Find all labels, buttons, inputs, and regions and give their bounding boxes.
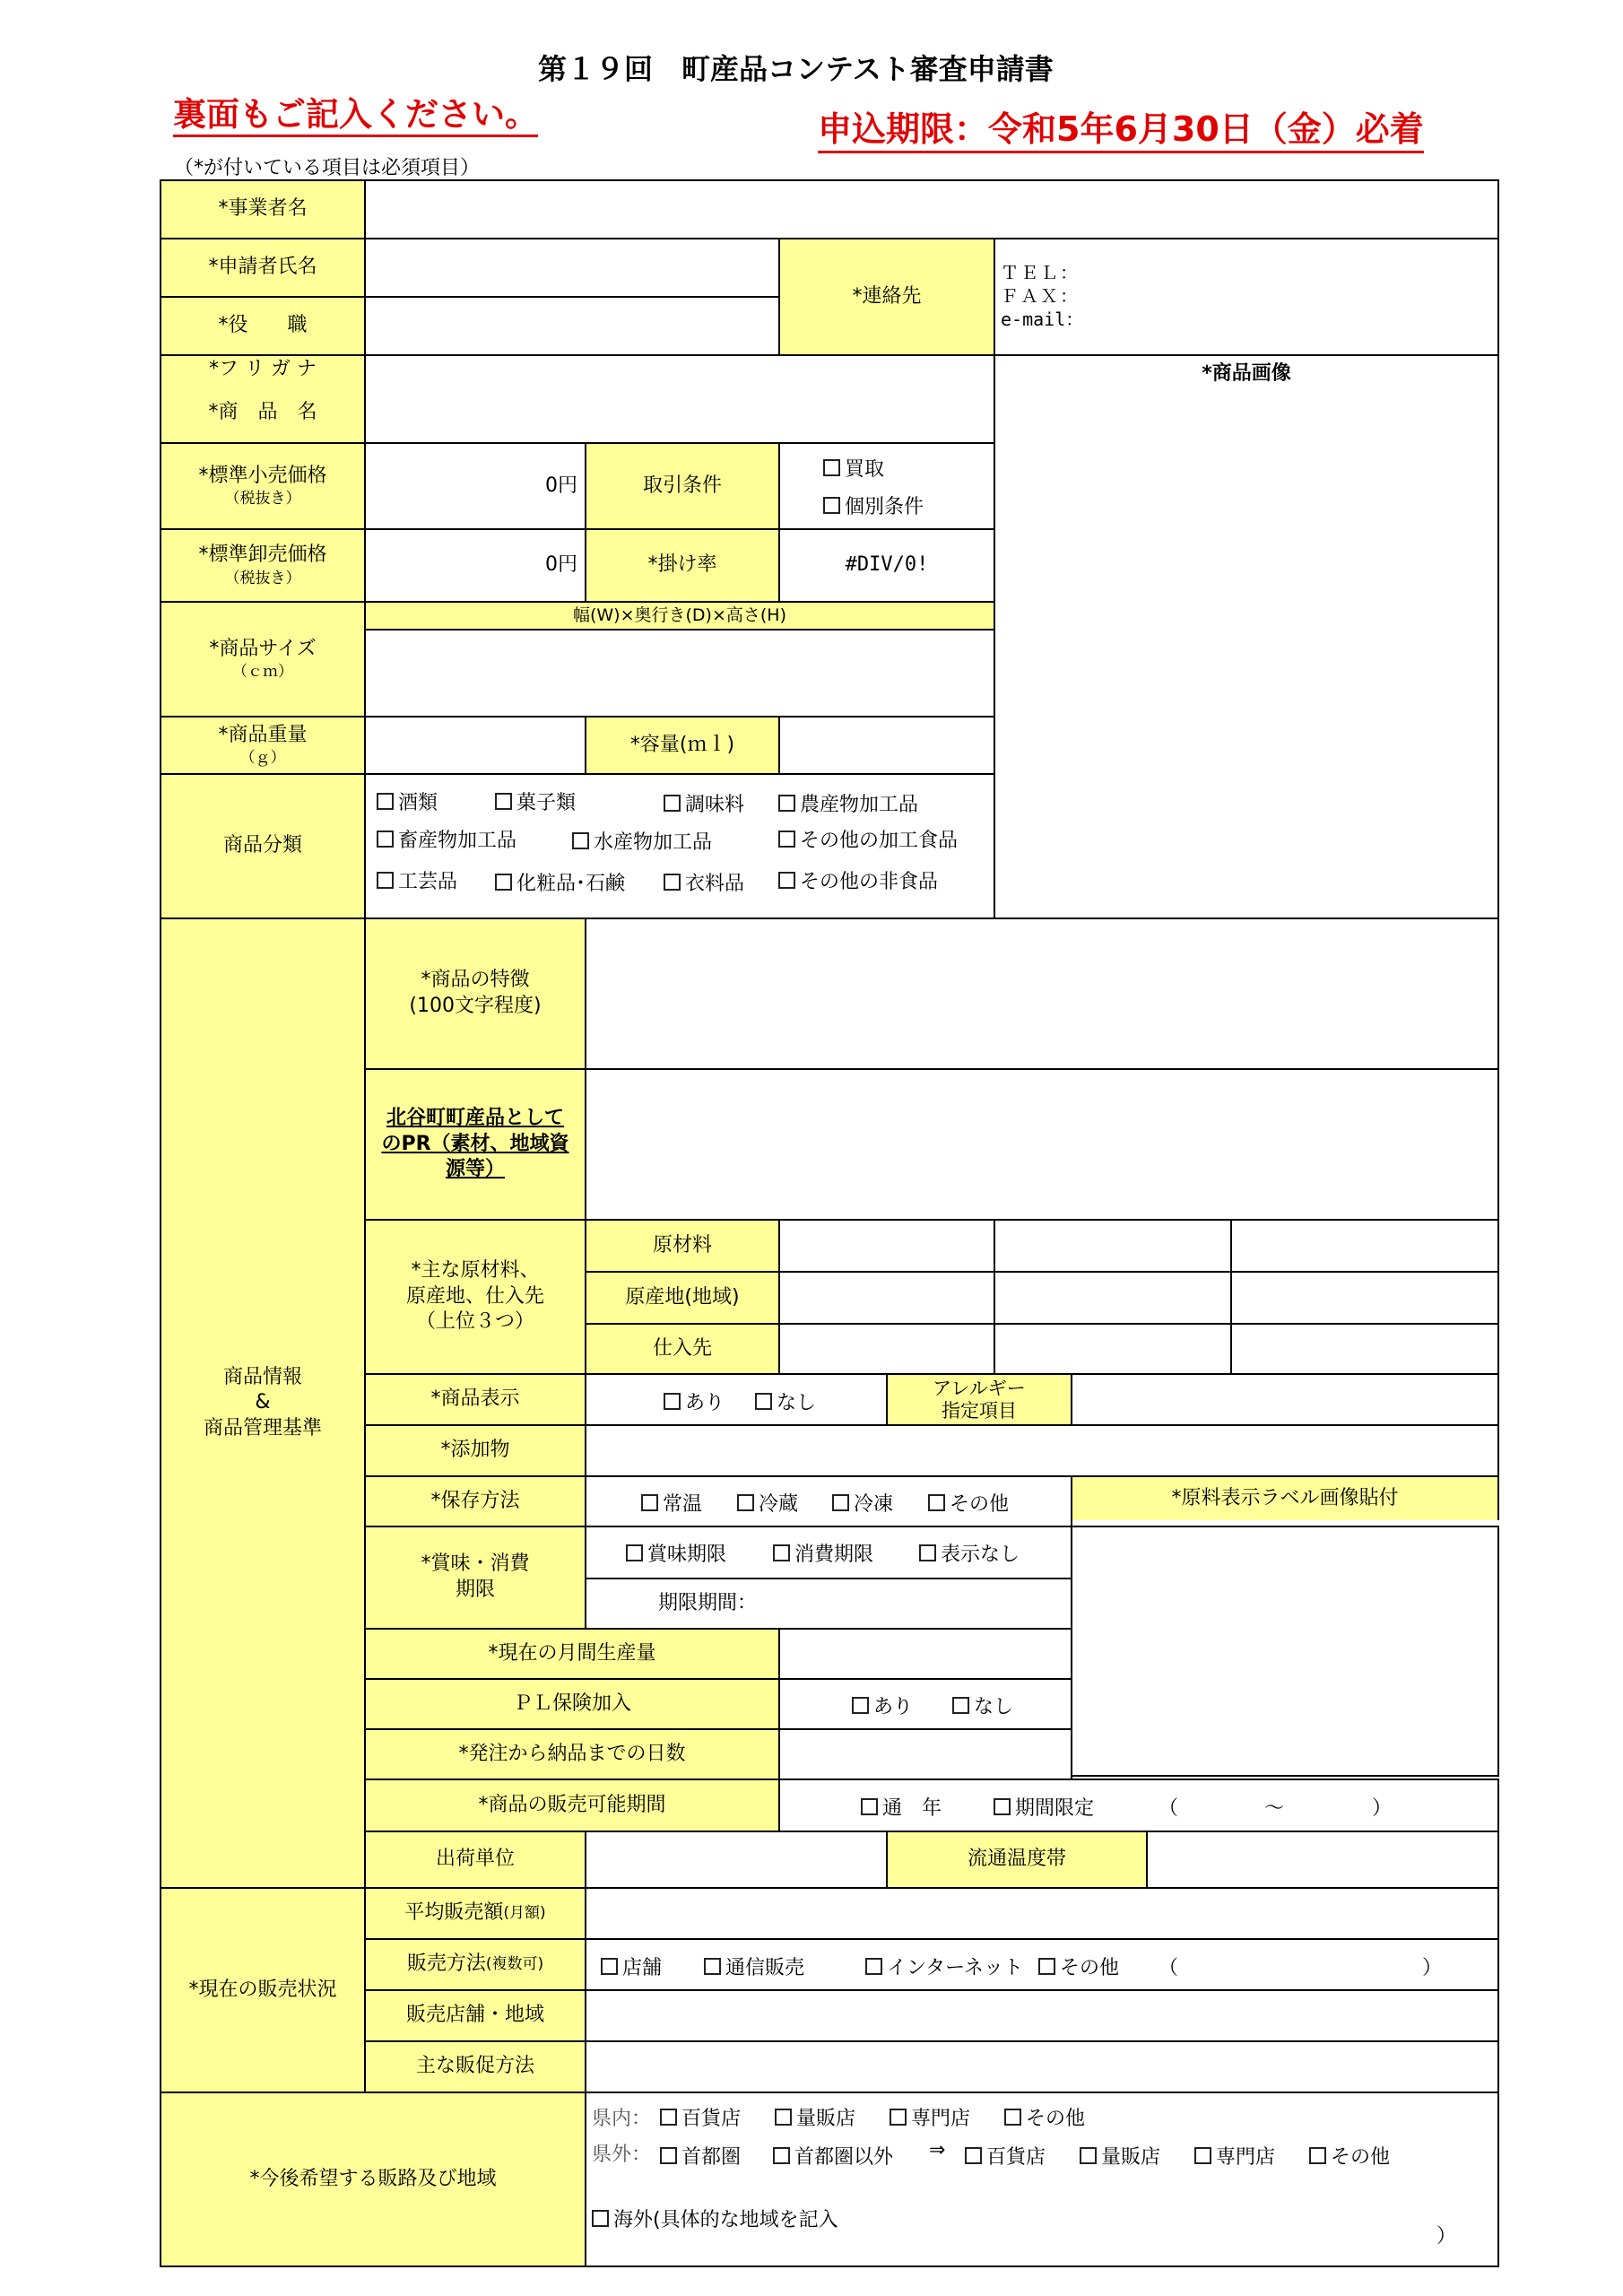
back-side-notice: 裏面もご記入ください。 xyxy=(173,95,538,137)
sale-tilde: ～ xyxy=(1264,1797,1285,1820)
pl-insurance-label: ＰＬ保険加入 xyxy=(364,1678,780,1730)
required-note: （*が付いている項目は必須項目） xyxy=(174,157,481,179)
category-option-livestock[interactable]: 畜産物加工品 xyxy=(377,825,516,853)
checkbox[interactable] xyxy=(852,1697,869,1714)
buyout-checkbox[interactable] xyxy=(823,459,840,476)
labeling-yes[interactable]: あり xyxy=(664,1387,725,1415)
checkbox[interactable] xyxy=(861,1798,878,1815)
checkbox[interactable] xyxy=(664,795,681,812)
size-title: *商品サイズ xyxy=(209,637,317,660)
checkbox[interactable] xyxy=(626,1544,643,1561)
retail-price-title: *標準小売価格 xyxy=(198,464,327,487)
checkbox[interactable] xyxy=(890,2109,907,2126)
weight-field[interactable] xyxy=(364,716,586,775)
in-other[interactable]: その他 xyxy=(1004,2103,1085,2131)
checkbox[interactable] xyxy=(919,1544,936,1561)
expiry-period-label: 期限期間： xyxy=(658,1591,758,1614)
tel-label: ＴＥＬ： xyxy=(1001,262,1080,283)
materials-label: *主な原材料、 原産地、仕入先 （上位３つ） xyxy=(364,1219,586,1375)
checkbox[interactable] xyxy=(601,1958,618,1975)
materials-cell[interactable] xyxy=(994,1323,1232,1375)
category-option-other-food[interactable]: その他の加工食品 xyxy=(778,825,958,853)
monthly-production-label: *現在の月間生産量 xyxy=(364,1628,780,1680)
rate-value: #DIV/0! xyxy=(778,528,995,603)
sale-paren-close: ） xyxy=(1372,1797,1393,1820)
expiry-use-by[interactable]: 消費期限 xyxy=(773,1539,873,1567)
category-option-other-nonfood[interactable]: その他の非食品 xyxy=(778,866,938,894)
allergy-label: アレルギー 指定項目 xyxy=(886,1373,1072,1426)
pl-yes[interactable]: あり xyxy=(852,1692,913,1719)
category-option-craft[interactable]: 工芸品 xyxy=(377,866,457,894)
out-specialty[interactable]: 専門店 xyxy=(1194,2142,1275,2170)
wholesale-price-title: *標準卸売価格 xyxy=(198,544,327,567)
method-other[interactable]: その他 xyxy=(1038,1952,1119,1980)
out-other[interactable]: その他 xyxy=(1309,2142,1390,2170)
labeling-field xyxy=(585,1373,888,1426)
sale-period-label: *商品の販売可能期間 xyxy=(364,1779,780,1832)
materials-cell[interactable] xyxy=(1230,1323,1499,1375)
checkbox[interactable] xyxy=(994,1798,1011,1815)
sales-status-section-label: *現在の販売状況 xyxy=(160,1887,366,2093)
category-label: 商品分類 xyxy=(160,773,366,919)
avg-sales-field[interactable] xyxy=(585,1887,1499,1940)
contact-label: *連絡先 xyxy=(778,238,995,356)
raw-material-label: 原材料 xyxy=(585,1219,780,1273)
method-internet[interactable]: インターネット xyxy=(865,1952,1023,1980)
storage-frozen[interactable]: 冷凍 xyxy=(832,1489,893,1517)
temperature-field[interactable] xyxy=(1146,1831,1499,1889)
furigana-field[interactable] xyxy=(364,354,995,386)
checkbox[interactable] xyxy=(1194,2147,1211,2164)
applicant-name-field[interactable] xyxy=(364,238,780,298)
category-option-agri[interactable]: 農産物加工品 xyxy=(778,789,918,817)
email-label: e-mail： xyxy=(1001,309,1084,330)
capacity-label: *容量(ｍｌ) xyxy=(585,716,780,775)
supplier-label: 仕入先 xyxy=(585,1323,780,1375)
fax-label: ＦＡＸ： xyxy=(1001,285,1080,307)
checkbox[interactable] xyxy=(778,831,795,848)
trade-terms-label: 取引条件 xyxy=(585,442,780,530)
checkbox[interactable] xyxy=(660,2109,677,2126)
individual-option[interactable]: 個別条件 xyxy=(823,491,924,519)
product-name-label: *商 品 名 xyxy=(160,384,366,444)
sale-year-round[interactable]: 通 年 xyxy=(861,1793,942,1821)
checkbox[interactable] xyxy=(377,872,394,889)
materials-cell[interactable] xyxy=(778,1219,995,1273)
monthly-production-field[interactable] xyxy=(778,1628,1072,1680)
size-field[interactable] xyxy=(364,629,995,718)
allergy-field[interactable] xyxy=(1071,1373,1499,1426)
avg-sales-label: 平均販売額 (月額) xyxy=(364,1887,586,1940)
pl-no[interactable]: なし xyxy=(952,1692,1013,1719)
in-prefecture-label: 県内： xyxy=(592,2108,652,2130)
checkbox[interactable] xyxy=(1038,1958,1055,1975)
origin-label: 原産地(地域) xyxy=(585,1271,780,1325)
page-title: 第１９回 町産品コンテスト審査申請書 xyxy=(538,52,1054,86)
checkbox[interactable] xyxy=(377,831,394,848)
materials-cell[interactable] xyxy=(1230,1219,1499,1273)
checkbox[interactable] xyxy=(775,2109,792,2126)
weight-title: *商品重量 xyxy=(218,723,308,746)
category-option-cosmetics[interactable]: 化粧品･石鹸 xyxy=(495,868,625,896)
expiry-period-field[interactable] xyxy=(585,1578,1072,1630)
checkbox[interactable] xyxy=(773,1544,790,1561)
retail-tax-note: （税抜き） xyxy=(224,490,301,509)
position-field[interactable] xyxy=(364,296,780,356)
weight-label xyxy=(160,716,366,775)
labeling-no[interactable]: なし xyxy=(755,1387,816,1415)
materials-cell[interactable] xyxy=(778,1271,995,1325)
out-dept-store[interactable]: 百貨店 xyxy=(965,2142,1046,2170)
checkbox[interactable] xyxy=(641,1494,658,1511)
stores-region-label: 販売店舗・地域 xyxy=(364,1989,586,2042)
in-dept-store[interactable]: 百貨店 xyxy=(660,2103,741,2131)
pr-label: 北谷町町産品として のPR（素材、地域資 源等） xyxy=(364,1068,586,1221)
retail-price-label xyxy=(160,442,366,530)
checkbox[interactable] xyxy=(737,1494,754,1511)
size-label xyxy=(160,601,366,718)
materials-cell[interactable] xyxy=(994,1271,1232,1325)
method-paren-close: ） xyxy=(1422,1957,1443,1979)
checkbox[interactable] xyxy=(660,2147,677,2164)
applicant-name-label: *申請者氏名 xyxy=(160,238,366,298)
deadline-notice: 申込期限：令和5年6月30日（金）必着 xyxy=(818,109,1424,153)
out-metro[interactable]: 首都圏 xyxy=(660,2142,741,2170)
checkbox[interactable] xyxy=(664,874,681,891)
category-option-clothing[interactable]: 衣料品 xyxy=(664,868,744,896)
category-option-seasoning[interactable]: 調味料 xyxy=(664,789,744,817)
size-header: 幅(W)×奥行き(D)×高さ(H) xyxy=(364,601,995,631)
lead-time-label: *発注から納品までの日数 xyxy=(364,1728,780,1780)
checkbox[interactable] xyxy=(704,1958,721,1975)
business-name-field[interactable] xyxy=(364,179,1499,239)
furigana-label: *フ リ ガ ナ xyxy=(160,354,366,386)
business-name-label: *事業者名 xyxy=(160,179,366,239)
promotion-field[interactable] xyxy=(585,2040,1499,2093)
in-mass-retailer[interactable]: 量販店 xyxy=(775,2103,855,2131)
retail-price-value[interactable]: 0円 xyxy=(364,442,586,530)
checkbox[interactable] xyxy=(778,795,795,812)
position-label: *役 職 xyxy=(160,296,366,356)
label-image-area[interactable] xyxy=(1071,1526,1499,1777)
storage-other[interactable]: その他 xyxy=(928,1489,1009,1517)
product-image-area[interactable] xyxy=(994,354,1499,919)
sales-method-label: 販売方法 (複数可) xyxy=(364,1938,586,1991)
labeling-label: *商品表示 xyxy=(364,1373,586,1426)
checkbox[interactable] xyxy=(755,1393,772,1410)
storage-room-temp[interactable]: 常温 xyxy=(641,1489,702,1517)
stores-region-field[interactable] xyxy=(585,1989,1499,2042)
temperature-label: 流通温度帯 xyxy=(886,1831,1148,1889)
checkbox[interactable] xyxy=(377,793,394,810)
category-option-seafood[interactable]: 水産物加工品 xyxy=(572,827,712,855)
storage-label: *保存方法 xyxy=(364,1475,586,1527)
product-name-field[interactable] xyxy=(364,384,995,444)
checkbox[interactable] xyxy=(928,1494,945,1511)
checkbox[interactable] xyxy=(495,874,512,891)
expiry-none[interactable]: 表示なし xyxy=(919,1539,1020,1567)
expiry-best-before[interactable]: 賞味期限 xyxy=(626,1539,726,1567)
overseas-option[interactable]: 海外(具体的な地域を記入 xyxy=(592,2205,838,2232)
wholesale-price-label xyxy=(160,528,366,603)
capacity-field[interactable] xyxy=(778,716,995,775)
materials-cell[interactable] xyxy=(1230,1271,1499,1325)
promotion-label: 主な販促方法 xyxy=(364,2040,586,2093)
checkbox[interactable] xyxy=(1004,2109,1021,2126)
checkbox[interactable] xyxy=(778,872,795,889)
ship-unit-label: 出荷単位 xyxy=(364,1831,586,1889)
out-mass-retailer[interactable]: 量販店 xyxy=(1080,2142,1160,2170)
additives-field[interactable] xyxy=(585,1424,1499,1477)
checkbox[interactable] xyxy=(865,1958,882,1975)
contact-field[interactable] xyxy=(994,238,1499,356)
checkbox[interactable] xyxy=(495,793,512,810)
wholesale-tax-note: （税抜き） xyxy=(224,569,301,587)
product-info-section-label: 商品情報 & 商品管理基準 xyxy=(160,918,366,1889)
rate-label: *掛け率 xyxy=(585,528,780,603)
checkbox[interactable] xyxy=(592,2210,609,2227)
overseas-paren-close: ） xyxy=(1436,2225,1457,2248)
checkbox[interactable] xyxy=(572,832,589,849)
label-image-header: *原料表示ラベル画像貼付 xyxy=(1071,1475,1499,1520)
materials-cell[interactable] xyxy=(778,1323,995,1375)
additives-label: *添加物 xyxy=(364,1424,586,1477)
future-channels-section-label: *今後希望する販路及び地域 xyxy=(160,2092,586,2267)
checkbox[interactable] xyxy=(952,1697,969,1714)
out-non-metro[interactable]: 首都圏以外 xyxy=(773,2142,893,2170)
pr-field[interactable] xyxy=(585,1068,1499,1221)
ship-unit-field[interactable] xyxy=(585,1831,888,1889)
weight-unit: （ｇ） xyxy=(239,749,286,768)
sale-paren-open: （ xyxy=(1159,1797,1179,1820)
sale-limited[interactable]: 期間限定 xyxy=(994,1793,1094,1821)
lead-time-field[interactable] xyxy=(778,1728,1072,1780)
checkbox[interactable] xyxy=(1309,2147,1326,2164)
pl-insurance-options xyxy=(778,1678,1072,1730)
product-image-label: *商品画像 xyxy=(1202,362,1291,385)
features-label: *商品の特徴 (100文字程度) xyxy=(364,918,586,1070)
checkbox[interactable] xyxy=(773,2147,790,2164)
arrow-icon: ⇒ xyxy=(929,2139,946,2161)
expiry-label: *賞味・消費 期限 xyxy=(364,1526,586,1630)
category-option-alcohol[interactable]: 酒類 xyxy=(377,787,438,815)
checkbox[interactable] xyxy=(664,1393,681,1410)
method-mail-order[interactable]: 通信販売 xyxy=(704,1952,804,1980)
size-unit: （ｃｍ） xyxy=(232,663,293,682)
storage-refrigerated[interactable]: 冷蔵 xyxy=(737,1489,798,1517)
buyout-option[interactable]: 買取 xyxy=(823,454,884,482)
in-specialty[interactable]: 専門店 xyxy=(890,2103,970,2131)
checkbox[interactable] xyxy=(965,2147,982,2164)
category-option-sweets[interactable]: 菓子類 xyxy=(495,787,576,815)
materials-cell[interactable] xyxy=(994,1219,1232,1273)
wholesale-price-value[interactable]: 0円 xyxy=(364,528,586,603)
method-paren-open: （ xyxy=(1159,1957,1179,1979)
method-store[interactable]: 店舗 xyxy=(601,1952,662,1980)
individual-checkbox[interactable] xyxy=(823,497,840,514)
out-prefecture-label: 県外： xyxy=(592,2144,652,2166)
checkbox[interactable] xyxy=(832,1494,849,1511)
checkbox[interactable] xyxy=(1080,2147,1097,2164)
features-field[interactable] xyxy=(585,918,1499,1070)
